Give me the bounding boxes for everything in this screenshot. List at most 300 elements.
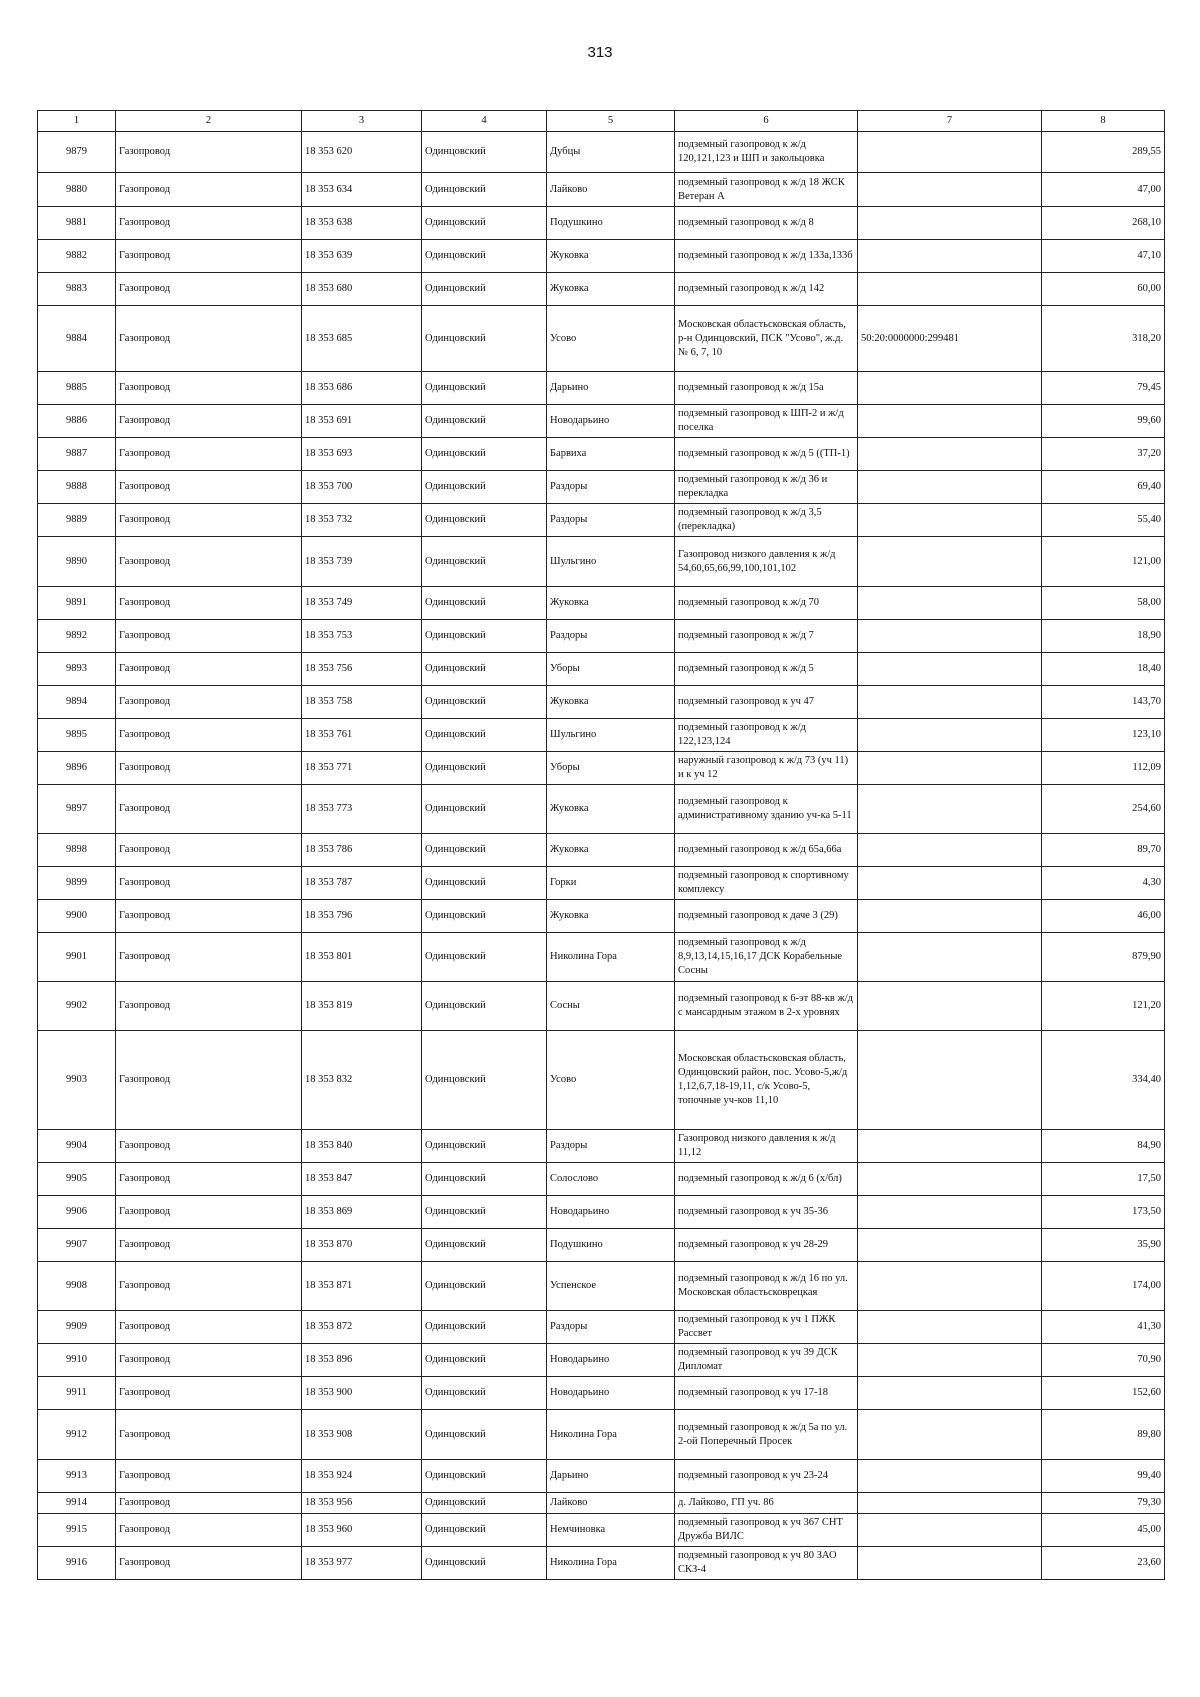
object-code-cell: 18 353 840 [302, 1130, 422, 1163]
length-value-cell: 89,70 [1042, 834, 1165, 867]
row-number-cell: 9902 [38, 982, 116, 1031]
district-cell: Одинцовский [422, 1410, 547, 1460]
locality-cell: Солослово [547, 1163, 675, 1196]
table-row [38, 933, 1165, 982]
row-number-cell: 9901 [38, 933, 116, 982]
object-type-cell: Газопровод [116, 1229, 302, 1262]
district-cell: Одинцовский [422, 207, 547, 240]
length-value-cell: 173,50 [1042, 1196, 1165, 1229]
length-value-cell: 55,40 [1042, 504, 1165, 537]
page-number: 313 [587, 44, 613, 61]
district-cell: Одинцовский [422, 785, 547, 834]
column-header: 1 [38, 111, 116, 132]
object-code-cell: 18 353 872 [302, 1311, 422, 1344]
district-cell: Одинцовский [422, 834, 547, 867]
description-cell: подземный газопровод к ж/д 3,5 (перекладка) [675, 504, 858, 537]
object-code-cell: 18 353 773 [302, 785, 422, 834]
district-cell: Одинцовский [422, 1547, 547, 1580]
district-cell: Одинцовский [422, 867, 547, 900]
object-code-cell: 18 353 685 [302, 306, 422, 372]
locality-cell: Горки [547, 867, 675, 900]
table-row [38, 372, 1165, 405]
district-cell: Одинцовский [422, 1229, 547, 1262]
cadastral-number-cell [858, 1493, 1042, 1514]
district-cell: Одинцовский [422, 173, 547, 207]
length-value-cell: 152,60 [1042, 1377, 1165, 1410]
district-cell: Одинцовский [422, 372, 547, 405]
locality-cell: Раздоры [547, 1130, 675, 1163]
length-value-cell: 334,40 [1042, 1031, 1165, 1130]
object-code-cell: 18 353 801 [302, 933, 422, 982]
locality-cell: Новодарьино [547, 1344, 675, 1377]
table-row [38, 785, 1165, 834]
district-cell: Одинцовский [422, 1514, 547, 1547]
district-cell: Одинцовский [422, 686, 547, 719]
row-number-cell: 9894 [38, 686, 116, 719]
district-cell: Одинцовский [422, 471, 547, 504]
cadastral-number-cell: 50:20:0000000:299481 [858, 306, 1042, 372]
table-row [38, 273, 1165, 306]
description-cell: подземный газопровод к уч 47 [675, 686, 858, 719]
length-value-cell: 70,90 [1042, 1344, 1165, 1377]
description-cell: подземный газопровод к 6-эт 88-кв ж/д с мансардным этажом в 2-х уровнях [675, 982, 858, 1031]
row-number-cell: 9909 [38, 1311, 116, 1344]
object-code-cell: 18 353 749 [302, 587, 422, 620]
description-cell: подземный газопровод к ШП-2 и ж/д поселка [675, 405, 858, 438]
table-row [38, 1377, 1165, 1410]
locality-cell: Дарьино [547, 372, 675, 405]
object-code-cell: 18 353 634 [302, 173, 422, 207]
object-type-cell: Газопровод [116, 471, 302, 504]
description-cell: подземный газопровод к ж/д 70 [675, 587, 858, 620]
column-header: 5 [547, 111, 675, 132]
length-value-cell: 47,00 [1042, 173, 1165, 207]
object-type-cell: Газопровод [116, 438, 302, 471]
object-type-cell: Газопровод [116, 1514, 302, 1547]
object-type-cell: Газопровод [116, 620, 302, 653]
description-cell: подземный газопровод к уч 367 СНТ Дружба ВИЛС [675, 1514, 858, 1547]
locality-cell: Жуковка [547, 834, 675, 867]
object-type-cell: Газопровод [116, 1460, 302, 1493]
table-row [38, 173, 1165, 207]
row-number-cell: 9886 [38, 405, 116, 438]
description-cell: подземный газопровод к ж/д 8 [675, 207, 858, 240]
object-type-cell: Газопровод [116, 1493, 302, 1514]
column-header: 8 [1042, 111, 1165, 132]
object-type-cell: Газопровод [116, 834, 302, 867]
cadastral-number-cell [858, 686, 1042, 719]
length-value-cell: 46,00 [1042, 900, 1165, 933]
description-cell: подземный газопровод к ж/д 15а [675, 372, 858, 405]
table-row [38, 719, 1165, 752]
locality-cell: Николина Гора [547, 1547, 675, 1580]
description-cell: подземный газопровод к ж/д 122,123,124 [675, 719, 858, 752]
description-cell: Газопровод низкого давления к ж/д 11,12 [675, 1130, 858, 1163]
locality-cell: Раздоры [547, 620, 675, 653]
district-cell: Одинцовский [422, 1262, 547, 1311]
cadastral-number-cell [858, 1130, 1042, 1163]
district-cell: Одинцовский [422, 1130, 547, 1163]
table-row [38, 1514, 1165, 1547]
object-code-cell: 18 353 638 [302, 207, 422, 240]
row-number-cell: 9895 [38, 719, 116, 752]
object-code-cell: 18 353 896 [302, 1344, 422, 1377]
description-cell: Московская областьсковская область, Одинцовский район, пос. Усово-5,ж/д 1,12,6,7,18-19,11, с/к Усово-5, топочные уч-ков 11,10 [675, 1031, 858, 1130]
column-header: 7 [858, 111, 1042, 132]
row-number-cell: 9889 [38, 504, 116, 537]
object-code-cell: 18 353 960 [302, 1514, 422, 1547]
locality-cell: Дубцы [547, 132, 675, 173]
district-cell: Одинцовский [422, 1377, 547, 1410]
district-cell: Одинцовский [422, 982, 547, 1031]
locality-cell: Лайково [547, 1493, 675, 1514]
table-row [38, 471, 1165, 504]
description-cell: подземный газопровод к ж/д 8,9,13,14,15,16,17 ДСК Корабельные Сосны [675, 933, 858, 982]
object-type-cell: Газопровод [116, 1311, 302, 1344]
object-code-cell: 18 353 771 [302, 752, 422, 785]
length-value-cell: 45,00 [1042, 1514, 1165, 1547]
locality-cell: Жуковка [547, 273, 675, 306]
locality-cell: Новодарьино [547, 405, 675, 438]
table-row [38, 1344, 1165, 1377]
length-value-cell: 84,90 [1042, 1130, 1165, 1163]
cadastral-number-cell [858, 933, 1042, 982]
description-cell: подземный газопровод к ж/д 7 [675, 620, 858, 653]
table-row [38, 504, 1165, 537]
table-body [38, 132, 1165, 1580]
description-cell: подземный газопровод к уч 23-24 [675, 1460, 858, 1493]
description-cell: наружный газопровод к ж/д 73 (уч 11) и к уч 12 [675, 752, 858, 785]
cadastral-number-cell [858, 900, 1042, 933]
object-code-cell: 18 353 908 [302, 1410, 422, 1460]
cadastral-number-cell [858, 504, 1042, 537]
row-number-cell: 9880 [38, 173, 116, 207]
length-value-cell: 121,20 [1042, 982, 1165, 1031]
object-type-cell: Газопровод [116, 1344, 302, 1377]
row-number-cell: 9903 [38, 1031, 116, 1130]
row-number-cell: 9883 [38, 273, 116, 306]
row-number-cell: 9914 [38, 1493, 116, 1514]
description-cell: подземный газопровод к ж/д 5 ((ТП-1) [675, 438, 858, 471]
length-value-cell: 99,40 [1042, 1460, 1165, 1493]
cadastral-number-cell [858, 438, 1042, 471]
locality-cell: Усово [547, 1031, 675, 1130]
object-code-cell: 18 353 680 [302, 273, 422, 306]
cadastral-number-cell [858, 1196, 1042, 1229]
cadastral-number-cell [858, 173, 1042, 207]
length-value-cell: 17,50 [1042, 1163, 1165, 1196]
row-number-cell: 9911 [38, 1377, 116, 1410]
row-number-cell: 9904 [38, 1130, 116, 1163]
row-number-cell: 9890 [38, 537, 116, 587]
cadastral-number-cell [858, 132, 1042, 173]
object-type-cell: Газопровод [116, 372, 302, 405]
table-row [38, 620, 1165, 653]
object-type-cell: Газопровод [116, 587, 302, 620]
row-number-cell: 9884 [38, 306, 116, 372]
row-number-cell: 9910 [38, 1344, 116, 1377]
object-type-cell: Газопровод [116, 982, 302, 1031]
object-code-cell: 18 353 924 [302, 1460, 422, 1493]
description-cell: подземный газопровод к уч 1 ПЖК Рассвет [675, 1311, 858, 1344]
length-value-cell: 289,55 [1042, 132, 1165, 173]
row-number-cell: 9888 [38, 471, 116, 504]
cadastral-number-cell [858, 405, 1042, 438]
district-cell: Одинцовский [422, 438, 547, 471]
locality-cell: Новодарьино [547, 1196, 675, 1229]
description-cell: подземный газопровод к уч 28-29 [675, 1229, 858, 1262]
row-number-cell: 9897 [38, 785, 116, 834]
description-cell: подземный газопровод к спортивному комплексу [675, 867, 858, 900]
locality-cell: Жуковка [547, 785, 675, 834]
table-row [38, 834, 1165, 867]
locality-cell: Николина Гора [547, 1410, 675, 1460]
object-code-cell: 18 353 900 [302, 1377, 422, 1410]
description-cell: подземный газопровод к административному зданию уч-ка 5-11 [675, 785, 858, 834]
length-value-cell: 35,90 [1042, 1229, 1165, 1262]
length-value-cell: 879,90 [1042, 933, 1165, 982]
row-number-cell: 9891 [38, 587, 116, 620]
locality-cell: Немчиновка [547, 1514, 675, 1547]
locality-cell: Уборы [547, 653, 675, 686]
district-cell: Одинцовский [422, 900, 547, 933]
district-cell: Одинцовский [422, 132, 547, 173]
length-value-cell: 123,10 [1042, 719, 1165, 752]
row-number-cell: 9892 [38, 620, 116, 653]
length-value-cell: 69,40 [1042, 471, 1165, 504]
object-type-cell: Газопровод [116, 273, 302, 306]
object-type-cell: Газопровод [116, 653, 302, 686]
table-row [38, 1460, 1165, 1493]
row-number-cell: 9912 [38, 1410, 116, 1460]
object-type-cell: Газопровод [116, 867, 302, 900]
table-row [38, 1493, 1165, 1514]
column-header: 3 [302, 111, 422, 132]
length-value-cell: 79,45 [1042, 372, 1165, 405]
cadastral-number-cell [858, 785, 1042, 834]
district-cell: Одинцовский [422, 240, 547, 273]
object-code-cell: 18 353 753 [302, 620, 422, 653]
object-code-cell: 18 353 739 [302, 537, 422, 587]
object-type-cell: Газопровод [116, 537, 302, 587]
table-row [38, 1410, 1165, 1460]
object-code-cell: 18 353 787 [302, 867, 422, 900]
description-cell: Газопровод низкого давления к ж/д 54,60,65,66,99,100,101,102 [675, 537, 858, 587]
table-row [38, 982, 1165, 1031]
object-type-cell: Газопровод [116, 1547, 302, 1580]
length-value-cell: 254,60 [1042, 785, 1165, 834]
locality-cell: Уборы [547, 752, 675, 785]
district-cell: Одинцовский [422, 1493, 547, 1514]
row-number-cell: 9915 [38, 1514, 116, 1547]
object-type-cell: Газопровод [116, 1377, 302, 1410]
length-value-cell: 23,60 [1042, 1547, 1165, 1580]
locality-cell: Успенское [547, 1262, 675, 1311]
row-number-cell: 9879 [38, 132, 116, 173]
table-row [38, 752, 1165, 785]
cadastral-number-cell [858, 1410, 1042, 1460]
table-row [38, 132, 1165, 173]
table-row [38, 1311, 1165, 1344]
length-value-cell: 18,90 [1042, 620, 1165, 653]
table-row [38, 1196, 1165, 1229]
locality-cell: Раздоры [547, 1311, 675, 1344]
row-number-cell: 9916 [38, 1547, 116, 1580]
description-cell: подземный газопровод к ж/д 36 и перекладка [675, 471, 858, 504]
object-type-cell: Газопровод [116, 306, 302, 372]
description-cell: подземный газопровод к уч 39 ДСК Дипломат [675, 1344, 858, 1377]
district-cell: Одинцовский [422, 653, 547, 686]
object-type-cell: Газопровод [116, 132, 302, 173]
cadastral-number-cell [858, 273, 1042, 306]
length-value-cell: 60,00 [1042, 273, 1165, 306]
cadastral-number-cell [858, 1377, 1042, 1410]
row-number-cell: 9908 [38, 1262, 116, 1311]
locality-cell: Дарьино [547, 1460, 675, 1493]
length-value-cell: 112,09 [1042, 752, 1165, 785]
locality-cell: Барвиха [547, 438, 675, 471]
length-value-cell: 318,20 [1042, 306, 1165, 372]
district-cell: Одинцовский [422, 620, 547, 653]
length-value-cell: 47,10 [1042, 240, 1165, 273]
description-cell: подземный газопровод к ж/д 120,121,123 и ШП и закольцовка [675, 132, 858, 173]
object-code-cell: 18 353 756 [302, 653, 422, 686]
locality-cell: Новодарьино [547, 1377, 675, 1410]
district-cell: Одинцовский [422, 1031, 547, 1130]
table-row [38, 240, 1165, 273]
object-type-cell: Газопровод [116, 719, 302, 752]
object-type-cell: Газопровод [116, 1196, 302, 1229]
row-number-cell: 9913 [38, 1460, 116, 1493]
row-number-cell: 9881 [38, 207, 116, 240]
locality-cell: Жуковка [547, 240, 675, 273]
object-code-cell: 18 353 732 [302, 504, 422, 537]
cadastral-number-cell [858, 752, 1042, 785]
length-value-cell: 99,60 [1042, 405, 1165, 438]
locality-cell: Жуковка [547, 587, 675, 620]
object-code-cell: 18 353 693 [302, 438, 422, 471]
object-type-cell: Газопровод [116, 1410, 302, 1460]
row-number-cell: 9885 [38, 372, 116, 405]
cadastral-number-cell [858, 653, 1042, 686]
table-row [38, 1547, 1165, 1580]
object-code-cell: 18 353 869 [302, 1196, 422, 1229]
description-cell: подземный газопровод к ж/д 65а,66а [675, 834, 858, 867]
cadastral-number-cell [858, 587, 1042, 620]
object-type-cell: Газопровод [116, 900, 302, 933]
object-code-cell: 18 353 796 [302, 900, 422, 933]
description-cell: подземный газопровод к ж/д 6 (х/бл) [675, 1163, 858, 1196]
cadastral-number-cell [858, 240, 1042, 273]
district-cell: Одинцовский [422, 537, 547, 587]
length-value-cell: 41,30 [1042, 1311, 1165, 1344]
description-cell: подземный газопровод к ж/д 133а,133б [675, 240, 858, 273]
row-number-cell: 9907 [38, 1229, 116, 1262]
cadastral-number-cell [858, 1229, 1042, 1262]
object-type-cell: Газопровод [116, 686, 302, 719]
length-value-cell: 89,80 [1042, 1410, 1165, 1460]
district-cell: Одинцовский [422, 1163, 547, 1196]
cadastral-number-cell [858, 1460, 1042, 1493]
column-header: 4 [422, 111, 547, 132]
cadastral-number-cell [858, 1547, 1042, 1580]
table-row [38, 1163, 1165, 1196]
locality-cell: Усово [547, 306, 675, 372]
length-value-cell: 143,70 [1042, 686, 1165, 719]
description-cell: подземный газопровод к ж/д 142 [675, 273, 858, 306]
cadastral-number-cell [858, 372, 1042, 405]
district-cell: Одинцовский [422, 1344, 547, 1377]
table-row [38, 653, 1165, 686]
object-code-cell: 18 353 761 [302, 719, 422, 752]
row-number-cell: 9905 [38, 1163, 116, 1196]
object-code-cell: 18 353 870 [302, 1229, 422, 1262]
table-row [38, 1130, 1165, 1163]
description-cell: подземный газопровод к ж/д 5а по ул. 2-ой Поперечный Просек [675, 1410, 858, 1460]
table-row [38, 1229, 1165, 1262]
locality-cell: Жуковка [547, 686, 675, 719]
district-cell: Одинцовский [422, 752, 547, 785]
object-code-cell: 18 353 871 [302, 1262, 422, 1311]
object-code-cell: 18 353 847 [302, 1163, 422, 1196]
cadastral-number-cell [858, 471, 1042, 504]
district-cell: Одинцовский [422, 719, 547, 752]
row-number-cell: 9882 [38, 240, 116, 273]
cadastral-number-cell [858, 982, 1042, 1031]
locality-cell: Сосны [547, 982, 675, 1031]
row-number-cell: 9906 [38, 1196, 116, 1229]
cadastral-number-cell [858, 207, 1042, 240]
object-type-cell: Газопровод [116, 1130, 302, 1163]
cadastral-number-cell [858, 537, 1042, 587]
object-code-cell: 18 353 686 [302, 372, 422, 405]
column-header: 6 [675, 111, 858, 132]
object-type-cell: Газопровод [116, 1163, 302, 1196]
object-code-cell: 18 353 691 [302, 405, 422, 438]
object-code-cell: 18 353 819 [302, 982, 422, 1031]
object-type-cell: Газопровод [116, 405, 302, 438]
district-cell: Одинцовский [422, 273, 547, 306]
description-cell: подземный газопровод к уч 17-18 [675, 1377, 858, 1410]
district-cell: Одинцовский [422, 933, 547, 982]
row-number-cell: 9887 [38, 438, 116, 471]
object-code-cell: 18 353 700 [302, 471, 422, 504]
length-value-cell: 121,00 [1042, 537, 1165, 587]
row-number-cell: 9899 [38, 867, 116, 900]
object-code-cell: 18 353 786 [302, 834, 422, 867]
locality-cell: Шульгино [547, 537, 675, 587]
row-number-cell: 9898 [38, 834, 116, 867]
object-type-cell: Газопровод [116, 1262, 302, 1311]
length-value-cell: 18,40 [1042, 653, 1165, 686]
table-row [38, 1262, 1165, 1311]
description-cell: д. Лайково, ГП уч. 86 [675, 1493, 858, 1514]
cadastral-number-cell [858, 1031, 1042, 1130]
cadastral-number-cell [858, 1311, 1042, 1344]
object-type-cell: Газопровод [116, 240, 302, 273]
cadastral-number-cell [858, 719, 1042, 752]
object-type-cell: Газопровод [116, 207, 302, 240]
table-row [38, 1031, 1165, 1130]
column-header: 2 [116, 111, 302, 132]
district-cell: Одинцовский [422, 405, 547, 438]
object-type-cell: Газопровод [116, 173, 302, 207]
object-type-cell: Газопровод [116, 933, 302, 982]
cadastral-number-cell [858, 867, 1042, 900]
district-cell: Одинцовский [422, 306, 547, 372]
length-value-cell: 37,20 [1042, 438, 1165, 471]
row-number-cell: 9896 [38, 752, 116, 785]
